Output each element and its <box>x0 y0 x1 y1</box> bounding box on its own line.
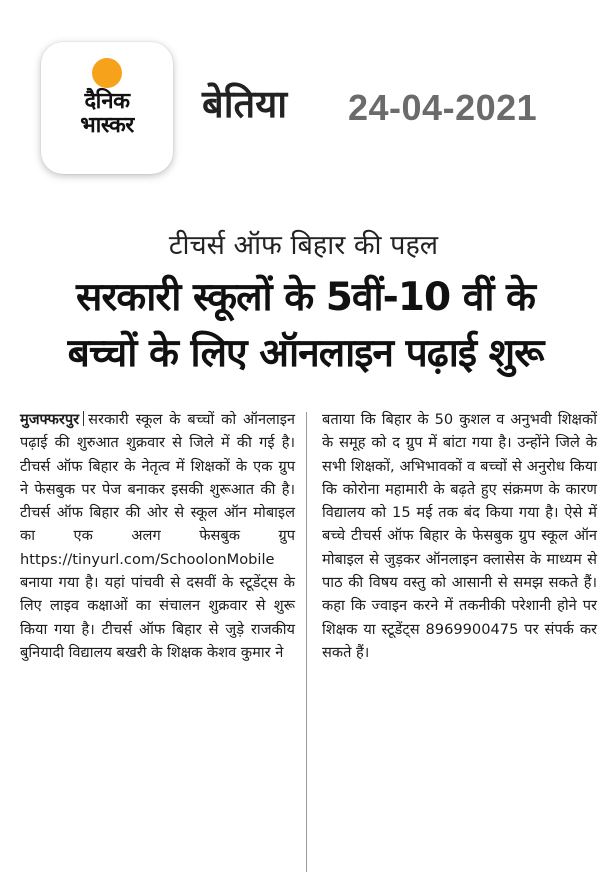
news-clipping <box>0 218 607 885</box>
article-column-right <box>322 408 597 664</box>
edition-city: बेतिया <box>202 82 288 126</box>
logo-text-line2: भास्कर <box>80 113 134 138</box>
article-body-right: बताया कि बिहार के 50 कुशल व अनुभवी शिक्षकों के समूह को द ग्रुप में बांटा गया है। उन्होंने जिले के सभी शिक्षकों, अभिभावकों व बच्चों से अनुरोध किया कि कोरोना महामारी के बढ़ते हुए संक्रमण के कारण विद्यालय को 15 मई तक बंद किया गया है। ऐसे में बच्चे टीचर्स ऑफ बिहार के फेसबुक ग्रुप स्कूल ऑन मोबाइल से जुड़कर ऑनलाइन क्लासेस के माध्यम से पाठ की विषय वस्तु को आसानी से समझ सकते हैं। कहा कि ज्वाइन करने में तकनीकी परेशानी होने पर शिक्षक या स्टूडेंट्स 8969900475 पर संपर्क कर सकते हैं। <box>322 411 597 661</box>
dateline-divider <box>83 411 84 426</box>
article-column-left <box>20 408 295 664</box>
headline-line-2: बच्चों के लिए ऑनलाइन पढ़ाई शुरू <box>67 331 544 376</box>
headline-line-1: सरकारी स्कूलों के 5वीं-10 वीं के <box>75 275 536 320</box>
column-divider <box>306 412 307 872</box>
dainik-bhaskar-logo <box>41 42 173 174</box>
page-header <box>0 0 607 190</box>
article-body-left: सरकारी स्कूल के बच्चों को ऑनलाइन पढ़ाई की शुरुआत शुक्रवार से जिले में की गई है। टीचर्स ऑफ बिहार के नेतृत्व में शिक्षकों के एक ग्रुप ने फेसबुक पर पेज बनाकर इसकी शुरूआत की है। टीचर्स ऑफ बिहार की ओर से स्कूल ऑन मोबाइल का एक अलग फेसबुक ग्रुप https://tinyurl.com/SchoolonMobile बनाया गया है। यहां पांचवी से दसवीं के स्टूडेंट्स के लिए लाइव कक्षाओं का संचालन शुक्रवार से शुरू किया गया है। टीचर्स ऑफ बिहार से जुड़े राजकीय बुनियादी विद्यालय बखरी के शिक्षक केशव कुमार ने <box>20 411 295 661</box>
edition-date: 24-04-2021 <box>348 87 538 128</box>
logo-text-line1: दैनिक <box>84 89 130 114</box>
sun-icon <box>92 58 122 88</box>
article-kicker: टीचर्स ऑफ बिहार की पहल <box>168 230 439 261</box>
article-dateline: मुजफ्फरपुर <box>20 411 80 428</box>
article-headline <box>18 270 593 382</box>
